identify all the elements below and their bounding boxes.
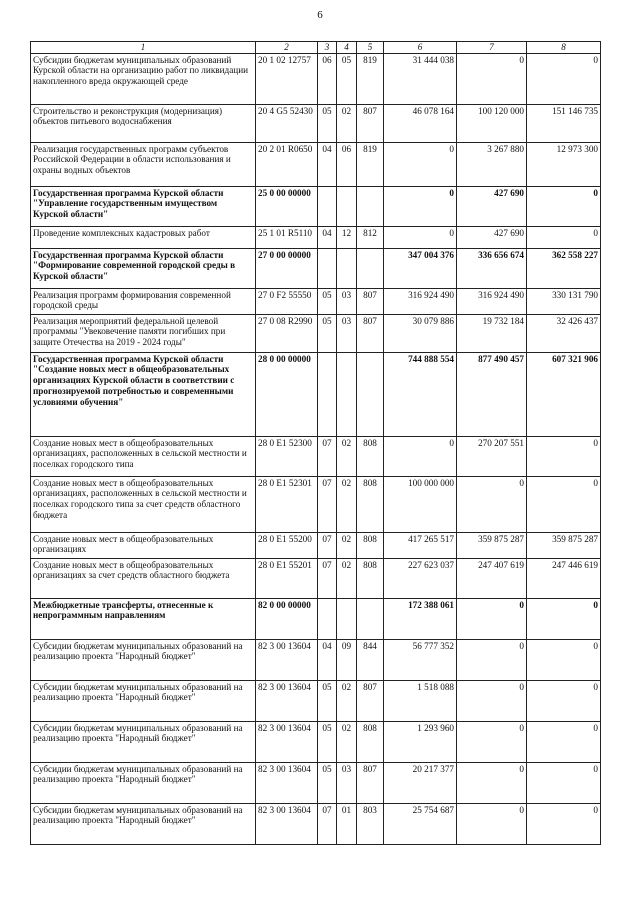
- row-section-cell: 07: [318, 436, 337, 476]
- row-name-cell: Государственная программа Курской области "Формирование современной городской среды в Курской области": [31, 248, 256, 288]
- table-header-row: [31, 42, 601, 54]
- row-subsection-cell: 12: [337, 226, 357, 248]
- row-value-year2-cell: 427 690: [457, 186, 527, 226]
- row-code-cell: 25 1 01 R5110: [256, 226, 318, 248]
- row-subsection-cell: [337, 598, 357, 639]
- row-section-cell: 05: [318, 762, 337, 803]
- row-ministry-cell: 807: [357, 104, 384, 142]
- header-cell: 2: [256, 42, 318, 54]
- row-name-cell: Проведение комплексных кадастровых работ: [31, 226, 256, 248]
- table-row: [31, 762, 601, 803]
- row-section-cell: 05: [318, 104, 337, 142]
- row-value-year3-cell: 0: [527, 53, 601, 104]
- header-cell: 8: [527, 42, 601, 54]
- row-section-cell: 04: [318, 639, 337, 680]
- row-value-year2-cell: 0: [457, 598, 527, 639]
- row-ministry-cell: 807: [357, 680, 384, 721]
- table-row: [31, 186, 601, 226]
- row-value-year3-cell: 151 146 735: [527, 104, 601, 142]
- row-code-cell: 82 3 00 13604: [256, 639, 318, 680]
- row-subsection-cell: 03: [337, 762, 357, 803]
- row-value-year2-cell: 336 656 674: [457, 248, 527, 288]
- row-name-cell: Межбюджетные трансферты, отнесенные к непрограммным направлениям: [31, 598, 256, 639]
- row-subsection-cell: [337, 352, 357, 436]
- row-name-cell: Субсидии бюджетам муниципальных образований на реализацию проекта "Народный бюджет": [31, 803, 256, 844]
- row-value-year1-cell: 1 293 960: [384, 721, 457, 762]
- table-row: [31, 288, 601, 314]
- row-value-year3-cell: 32 426 437: [527, 314, 601, 352]
- row-value-year1-cell: 172 388 061: [384, 598, 457, 639]
- row-name-cell: Реализация государственных программ субъектов Российской Федерации в области использования и охраны водных объектов: [31, 142, 256, 186]
- row-value-year1-cell: 0: [384, 436, 457, 476]
- table-row: [31, 476, 601, 532]
- row-ministry-cell: 808: [357, 532, 384, 558]
- row-section-cell: [318, 186, 337, 226]
- row-ministry-cell: 812: [357, 226, 384, 248]
- row-value-year2-cell: 247 407 619: [457, 558, 527, 598]
- row-value-year2-cell: 427 690: [457, 226, 527, 248]
- table-row: [31, 598, 601, 639]
- row-value-year1-cell: 227 623 037: [384, 558, 457, 598]
- row-name-cell: Субсидии бюджетам муниципальных образований на реализацию проекта "Народный бюджет": [31, 721, 256, 762]
- row-value-year2-cell: 0: [457, 803, 527, 844]
- table-row: [31, 639, 601, 680]
- row-ministry-cell: 808: [357, 721, 384, 762]
- row-value-year3-cell: 0: [527, 436, 601, 476]
- row-value-year3-cell: 0: [527, 762, 601, 803]
- row-code-cell: 82 3 00 13604: [256, 721, 318, 762]
- row-section-cell: 04: [318, 142, 337, 186]
- row-value-year2-cell: 0: [457, 476, 527, 532]
- row-value-year2-cell: 0: [457, 721, 527, 762]
- row-value-year2-cell: 270 207 551: [457, 436, 527, 476]
- row-value-year1-cell: 0: [384, 186, 457, 226]
- row-subsection-cell: 03: [337, 288, 357, 314]
- row-name-cell: Государственная программа Курской области "Создание новых мест в общеобразовательных организациях Курской области в соответствии с прогнозируемой потребностью и современными условиями обучения": [31, 352, 256, 436]
- table-body: [31, 42, 601, 845]
- row-value-year2-cell: 100 120 000: [457, 104, 527, 142]
- row-value-year1-cell: 25 754 687: [384, 803, 457, 844]
- row-value-year1-cell: 46 078 164: [384, 104, 457, 142]
- row-ministry-cell: 803: [357, 803, 384, 844]
- row-name-cell: Реализация мероприятий федеральной целевой программы "Увековечение памяти погибших при защите Отечества на 2019 - 2024 годы": [31, 314, 256, 352]
- row-ministry-cell: 808: [357, 436, 384, 476]
- row-code-cell: 28 0 E1 52301: [256, 476, 318, 532]
- row-name-cell: Реализация программ формирования современной городской среды: [31, 288, 256, 314]
- row-section-cell: 05: [318, 721, 337, 762]
- row-name-cell: Субсидии бюджетам муниципальных образований на реализацию проекта "Народный бюджет": [31, 762, 256, 803]
- row-code-cell: 28 0 00 00000: [256, 352, 318, 436]
- row-ministry-cell: 807: [357, 314, 384, 352]
- header-cell: 7: [457, 42, 527, 54]
- budget-table: [30, 41, 601, 845]
- row-section-cell: 04: [318, 226, 337, 248]
- row-value-year1-cell: 347 004 376: [384, 248, 457, 288]
- row-subsection-cell: 03: [337, 314, 357, 352]
- row-value-year3-cell: 330 131 790: [527, 288, 601, 314]
- row-subsection-cell: 01: [337, 803, 357, 844]
- table-row: [31, 558, 601, 598]
- row-value-year1-cell: 30 079 886: [384, 314, 457, 352]
- row-section-cell: 06: [318, 53, 337, 104]
- row-ministry-cell: 808: [357, 558, 384, 598]
- row-subsection-cell: 02: [337, 680, 357, 721]
- table-row: [31, 803, 601, 844]
- row-subsection-cell: [337, 248, 357, 288]
- header-cell: 5: [357, 42, 384, 54]
- row-ministry-cell: 807: [357, 288, 384, 314]
- row-name-cell: Создание новых мест в общеобразовательных организациях за счет средств областного бюджета: [31, 558, 256, 598]
- row-ministry-cell: [357, 186, 384, 226]
- row-subsection-cell: 02: [337, 721, 357, 762]
- row-name-cell: Субсидии бюджетам муниципальных образований на реализацию проекта "Народный бюджет": [31, 680, 256, 721]
- row-name-cell: Субсидии бюджетам муниципальных образований Курской области на организацию работ по ликвидации накопленного вреда окружающей среде: [31, 53, 256, 104]
- table-row: [31, 352, 601, 436]
- row-code-cell: 27 0 00 00000: [256, 248, 318, 288]
- row-ministry-cell: 808: [357, 476, 384, 532]
- row-name-cell: Создание новых мест в общеобразовательных организациях, расположенных в сельской местности и поселках городского типа за счет средств областного бюджета: [31, 476, 256, 532]
- row-code-cell: 20 2 01 R0650: [256, 142, 318, 186]
- row-value-year3-cell: 362 558 227: [527, 248, 601, 288]
- row-subsection-cell: 02: [337, 436, 357, 476]
- row-name-cell: Создание новых мест в общеобразовательных организациях, расположенных в сельской местности и поселках городского типа: [31, 436, 256, 476]
- row-value-year1-cell: 0: [384, 142, 457, 186]
- row-code-cell: 28 0 E1 55201: [256, 558, 318, 598]
- row-value-year3-cell: 0: [527, 598, 601, 639]
- row-value-year2-cell: 0: [457, 639, 527, 680]
- table-row: [31, 532, 601, 558]
- row-value-year3-cell: 12 973 300: [527, 142, 601, 186]
- row-value-year1-cell: 100 000 000: [384, 476, 457, 532]
- row-value-year2-cell: 0: [457, 53, 527, 104]
- row-ministry-cell: 819: [357, 142, 384, 186]
- row-code-cell: 27 0 F2 55550: [256, 288, 318, 314]
- row-value-year1-cell: 744 888 554: [384, 352, 457, 436]
- row-value-year3-cell: 247 446 619: [527, 558, 601, 598]
- row-value-year3-cell: 0: [527, 226, 601, 248]
- row-section-cell: [318, 352, 337, 436]
- row-subsection-cell: [337, 186, 357, 226]
- row-ministry-cell: 807: [357, 762, 384, 803]
- row-section-cell: [318, 598, 337, 639]
- header-cell: 1: [31, 42, 256, 54]
- row-name-cell: Создание новых мест в общеобразовательных организациях: [31, 532, 256, 558]
- table-row: [31, 104, 601, 142]
- row-subsection-cell: 09: [337, 639, 357, 680]
- row-value-year1-cell: 20 217 377: [384, 762, 457, 803]
- row-value-year2-cell: 0: [457, 762, 527, 803]
- row-subsection-cell: 02: [337, 104, 357, 142]
- row-ministry-cell: 819: [357, 53, 384, 104]
- table-row: [31, 721, 601, 762]
- table-row: [31, 226, 601, 248]
- row-code-cell: 82 3 00 13604: [256, 762, 318, 803]
- row-name-cell: Строительство и реконструкция (модернизация) объектов питьевого водоснабжения: [31, 104, 256, 142]
- table-row: [31, 248, 601, 288]
- row-code-cell: 28 0 E1 55200: [256, 532, 318, 558]
- row-section-cell: 07: [318, 558, 337, 598]
- row-section-cell: 05: [318, 314, 337, 352]
- header-cell: 4: [337, 42, 357, 54]
- row-value-year2-cell: 3 267 880: [457, 142, 527, 186]
- row-value-year3-cell: 607 321 906: [527, 352, 601, 436]
- row-value-year3-cell: 0: [527, 639, 601, 680]
- row-value-year3-cell: 0: [527, 680, 601, 721]
- row-code-cell: 82 0 00 00000: [256, 598, 318, 639]
- table-row: [31, 314, 601, 352]
- row-value-year2-cell: 877 490 457: [457, 352, 527, 436]
- row-value-year3-cell: 0: [527, 721, 601, 762]
- row-subsection-cell: 02: [337, 476, 357, 532]
- row-subsection-cell: 06: [337, 142, 357, 186]
- page-number: 6: [317, 9, 323, 21]
- table-row: [31, 53, 601, 104]
- row-section-cell: [318, 248, 337, 288]
- row-subsection-cell: 05: [337, 53, 357, 104]
- row-section-cell: 07: [318, 803, 337, 844]
- row-value-year3-cell: 0: [527, 803, 601, 844]
- row-ministry-cell: [357, 352, 384, 436]
- header-cell: 3: [318, 42, 337, 54]
- row-value-year2-cell: 316 924 490: [457, 288, 527, 314]
- row-subsection-cell: 02: [337, 532, 357, 558]
- row-code-cell: 82 3 00 13604: [256, 803, 318, 844]
- row-name-cell: Государственная программа Курской области "Управление государственным имуществом Курской области": [31, 186, 256, 226]
- table-row: [31, 680, 601, 721]
- row-value-year2-cell: 359 875 287: [457, 532, 527, 558]
- row-section-cell: 07: [318, 476, 337, 532]
- header-cell: 6: [384, 42, 457, 54]
- row-code-cell: 28 0 E1 52300: [256, 436, 318, 476]
- row-subsection-cell: 02: [337, 558, 357, 598]
- row-name-cell: Субсидии бюджетам муниципальных образований на реализацию проекта "Народный бюджет": [31, 639, 256, 680]
- row-code-cell: 25 0 00 00000: [256, 186, 318, 226]
- row-section-cell: 05: [318, 680, 337, 721]
- row-section-cell: 07: [318, 532, 337, 558]
- row-value-year1-cell: 417 265 517: [384, 532, 457, 558]
- row-value-year1-cell: 0: [384, 226, 457, 248]
- row-ministry-cell: [357, 248, 384, 288]
- row-value-year2-cell: 19 732 184: [457, 314, 527, 352]
- row-section-cell: 05: [318, 288, 337, 314]
- row-code-cell: 20 4 G5 52430: [256, 104, 318, 142]
- row-ministry-cell: [357, 598, 384, 639]
- row-code-cell: 82 3 00 13604: [256, 680, 318, 721]
- table-row: [31, 142, 601, 186]
- row-value-year3-cell: 359 875 287: [527, 532, 601, 558]
- row-value-year2-cell: 0: [457, 680, 527, 721]
- table-row: [31, 436, 601, 476]
- row-code-cell: 20 1 02 12757: [256, 53, 318, 104]
- row-code-cell: 27 0 08 R2990: [256, 314, 318, 352]
- row-value-year1-cell: 56 777 352: [384, 639, 457, 680]
- row-value-year1-cell: 31 444 038: [384, 53, 457, 104]
- row-value-year3-cell: 0: [527, 186, 601, 226]
- row-value-year1-cell: 1 518 088: [384, 680, 457, 721]
- row-value-year3-cell: 0: [527, 476, 601, 532]
- row-ministry-cell: 844: [357, 639, 384, 680]
- row-value-year1-cell: 316 924 490: [384, 288, 457, 314]
